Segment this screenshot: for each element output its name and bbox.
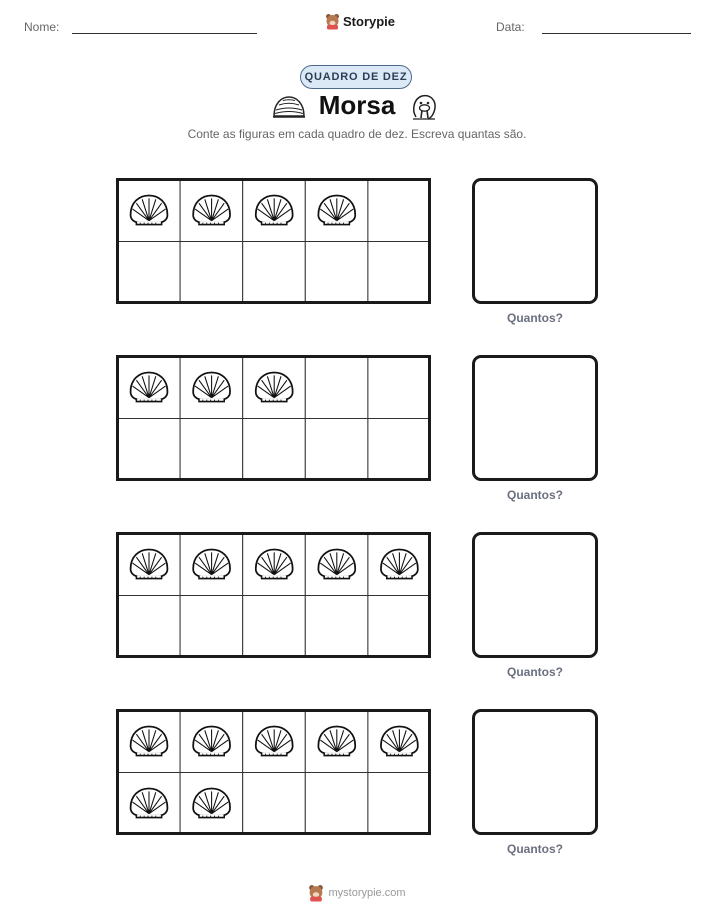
- clam-shell-icon: [256, 195, 293, 224]
- clam-shell-icon: [381, 726, 418, 755]
- clam-shell-icon: [193, 549, 230, 578]
- frame-cell: [305, 180, 368, 242]
- frame-cell: [305, 773, 368, 835]
- clam-shell-icon: [193, 788, 230, 817]
- clam-shell-icon: [131, 372, 168, 401]
- frame-cell: [180, 357, 243, 419]
- worksheet-badge: QUADRO DE DEZ: [300, 65, 412, 89]
- frame-cell: [305, 711, 368, 773]
- clam-shell-icon: [131, 549, 168, 578]
- storypie-logo: [325, 13, 395, 30]
- answer-label: Quantos?: [507, 488, 563, 502]
- date-line[interactable]: [542, 33, 691, 34]
- frame-cell: [305, 357, 368, 419]
- answer-box-3[interactable]: [472, 532, 598, 658]
- frame-cell: [180, 242, 243, 304]
- ten-frame-4: [116, 709, 431, 835]
- clam-shell-icon: [193, 372, 230, 401]
- clam-shell-icon: [381, 549, 418, 578]
- frame-cell: [180, 419, 243, 481]
- frame-cell: [243, 773, 306, 835]
- frame-cell: [305, 242, 368, 304]
- clam-shell-icon: [318, 726, 355, 755]
- frame-cell: [118, 242, 181, 304]
- frame-cell: [243, 534, 306, 596]
- frame-cell: [243, 242, 306, 304]
- footer: [0, 884, 714, 902]
- clam-shell-icon: [256, 726, 293, 755]
- frame-cell: [118, 357, 181, 419]
- frame-cell: [305, 596, 368, 658]
- frame-cell: [243, 596, 306, 658]
- frame-cell: [368, 596, 431, 658]
- frame-cell: [180, 180, 243, 242]
- frame-cell: [118, 534, 181, 596]
- name-label: Nome:: [24, 20, 60, 34]
- frame-cell: [368, 419, 431, 481]
- clam-shell-icon: [131, 726, 168, 755]
- clam-shell-icon: [318, 549, 355, 578]
- frame-cell: [180, 711, 243, 773]
- answer-box-1[interactable]: [472, 178, 598, 304]
- walrus-icon: [408, 91, 440, 123]
- frame-cell: [118, 711, 181, 773]
- frame-cell: [243, 419, 306, 481]
- frame-cell: [118, 419, 181, 481]
- frame-cell: [305, 534, 368, 596]
- answer-box-2[interactable]: [472, 355, 598, 481]
- answer-label: Quantos?: [507, 665, 563, 679]
- instructions: Conte as figuras em cada quadro de dez. Escreva quantas são.: [187, 127, 527, 141]
- frame-cell: [368, 773, 431, 835]
- storypie-bear-icon: [325, 13, 340, 30]
- frame-cell: [368, 534, 431, 596]
- clam-shell-icon: [256, 549, 293, 578]
- storypie-bear-icon: [308, 884, 324, 902]
- frame-cell: [305, 419, 368, 481]
- frame-cell: [243, 711, 306, 773]
- frame-cell: [368, 242, 431, 304]
- ten-frame-3: [116, 532, 431, 658]
- answer-box-4[interactable]: [472, 709, 598, 835]
- name-line[interactable]: [72, 33, 257, 34]
- clam-shell-icon: [131, 195, 168, 224]
- clam-shell-icon: [256, 372, 293, 401]
- frame-cell: [243, 180, 306, 242]
- ten-frame-1: [116, 178, 431, 304]
- footer-url[interactable]: mystorypie.com: [328, 887, 406, 899]
- ten-frame-2: [116, 355, 431, 481]
- frame-cell: [180, 534, 243, 596]
- clam-shell-icon: [193, 726, 230, 755]
- date-label: Data:: [496, 20, 525, 34]
- clam-shell-icon: [318, 195, 355, 224]
- page-title: Morsa: [318, 90, 396, 120]
- frame-cell: [118, 180, 181, 242]
- logo-text: Storypie: [343, 14, 396, 29]
- clam-shell-icon: [131, 788, 168, 817]
- frame-cell: [243, 357, 306, 419]
- clam-shell-icon: [193, 195, 230, 224]
- frame-cell: [368, 711, 431, 773]
- frame-cell: [180, 773, 243, 835]
- frame-cell: [118, 596, 181, 658]
- frame-cell: [368, 180, 431, 242]
- frame-cell: [368, 357, 431, 419]
- answer-label: Quantos?: [507, 842, 563, 856]
- answer-label: Quantos?: [507, 311, 563, 325]
- frame-cell: [180, 596, 243, 658]
- frame-cell: [118, 773, 181, 835]
